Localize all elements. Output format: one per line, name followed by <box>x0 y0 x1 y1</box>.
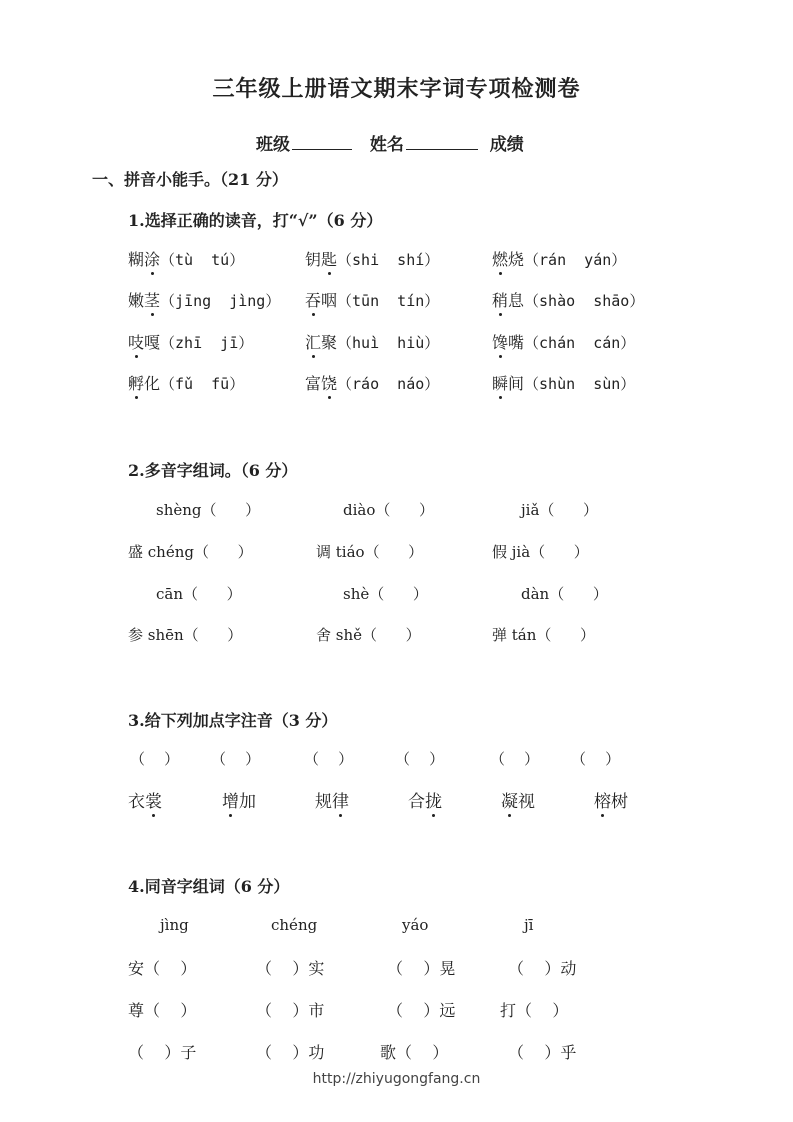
char: 加 <box>239 792 256 812</box>
q1-options: （tù tú） <box>160 251 245 269</box>
q2-cell: 舍 shě（ ） <box>316 626 421 644</box>
class-label: 班级 <box>256 135 290 155</box>
q4-cell: （ ）功 <box>256 1043 325 1062</box>
q1-item <box>128 247 244 270</box>
q3-answer-paren: （ ） <box>130 750 180 768</box>
q3-word <box>128 787 162 812</box>
q1-item <box>492 330 635 353</box>
q2-cell: diào（ ） <box>343 501 434 519</box>
dotted-char: 吞 <box>305 288 321 311</box>
q4-heading: 4.同音字组词（6 分） <box>128 877 290 896</box>
char: 规 <box>315 792 332 812</box>
q4-cell: （ ）子 <box>128 1043 197 1062</box>
dotted-char: 吱 <box>128 330 144 353</box>
q4-pinyin: chéng <box>271 916 318 934</box>
q2-cell: shèng（ ） <box>156 501 261 519</box>
q1-item <box>128 288 280 311</box>
char: 糊 <box>128 250 145 269</box>
char: 间 <box>508 374 525 393</box>
q2-cell: 弹 tán（ ） <box>492 626 596 644</box>
q1-options: （fǔ fū） <box>160 375 245 393</box>
dotted-char: 匙 <box>321 247 337 270</box>
q1-options: （zhī jī） <box>160 334 254 352</box>
dotted-char: 凝 <box>501 787 518 812</box>
dotted-char: 涂 <box>144 247 160 270</box>
section-1-heading: 一、拼音小能手。（21 分） <box>92 170 288 189</box>
dotted-char: 律 <box>332 787 349 812</box>
char: 烧 <box>508 250 525 269</box>
q4-cell: （ ）实 <box>256 959 325 978</box>
q2-cell: cān（ ） <box>156 585 242 603</box>
q2-cell: jiǎ（ ） <box>521 501 598 519</box>
dotted-char: 茎 <box>144 288 160 311</box>
char: 树 <box>611 792 628 812</box>
q1-options: （shào shāo） <box>524 292 645 310</box>
q1-heading: 1.选择正确的读音，打“√”（6 分） <box>128 211 383 230</box>
q4-cell: （ ）市 <box>256 1001 325 1020</box>
name-blank <box>406 135 478 150</box>
q1-options: （shùn sùn） <box>524 375 636 393</box>
q1-options: （shi shí） <box>337 251 440 269</box>
q2-cell: 调 tiáo（ ） <box>316 543 424 561</box>
q2-cell: 盛 chéng（ ） <box>128 543 253 561</box>
dotted-char: 燃 <box>492 247 508 270</box>
q1-item <box>128 371 244 394</box>
dotted-char: 饶 <box>321 371 337 394</box>
q3-answer-paren: （ ） <box>395 750 445 768</box>
q1-item <box>492 371 635 394</box>
q3-answer-paren: （ ） <box>211 750 261 768</box>
char: 嘎 <box>144 333 161 352</box>
dotted-char: 增 <box>222 787 239 812</box>
q1-options: （huì hiù） <box>337 334 440 352</box>
q4-cell: 打（ ） <box>500 1001 569 1020</box>
q3-answer-paren: （ ） <box>304 750 354 768</box>
q3-answer-paren: （ ） <box>490 750 540 768</box>
char: 钥 <box>305 250 322 269</box>
char: 咽 <box>321 291 338 310</box>
q4-cell: 安（ ） <box>128 959 197 978</box>
dotted-char: 拢 <box>425 787 442 812</box>
q1-item <box>305 288 439 311</box>
dotted-char: 瞬 <box>492 371 508 394</box>
q1-item <box>305 371 439 394</box>
char: 息 <box>508 291 525 310</box>
q2-heading: 2.多音字组词。（6 分） <box>128 461 298 480</box>
q1-options: （rán yán） <box>524 251 627 269</box>
q1-item <box>305 330 439 353</box>
q3-word <box>408 787 442 812</box>
q1-options: （tūn tín） <box>337 292 440 310</box>
q3-word <box>315 787 349 812</box>
dotted-char: 稍 <box>492 288 508 311</box>
q1-options: （ráo náo） <box>337 375 440 393</box>
q4-cell: （ ）远 <box>387 1001 456 1020</box>
q4-pinyin: jī <box>524 916 534 934</box>
q4-pinyin: jìng <box>160 916 189 934</box>
q4-pinyin: yáo <box>402 916 429 934</box>
student-info-line <box>256 130 524 155</box>
q1-item <box>305 247 439 270</box>
q1-options: （jīng jìng） <box>160 292 281 310</box>
char: 聚 <box>321 333 338 352</box>
q3-word <box>594 787 628 812</box>
q3-word <box>222 787 256 812</box>
char: 嘴 <box>508 333 525 352</box>
char: 合 <box>408 792 425 812</box>
q1-options: （chán cán） <box>524 334 636 352</box>
q1-item <box>128 330 253 353</box>
dotted-char: 裳 <box>145 787 162 812</box>
q2-cell: 参 shēn（ ） <box>128 626 243 644</box>
dotted-char: 榕 <box>594 787 611 812</box>
dotted-char: 汇 <box>305 330 321 353</box>
q2-cell: 假 jià（ ） <box>492 543 589 561</box>
class-blank <box>292 135 352 150</box>
char: 富 <box>305 374 322 393</box>
q3-answer-paren: （ ） <box>571 750 621 768</box>
q4-cell: （ ）晃 <box>387 959 456 978</box>
q1-item <box>492 247 626 270</box>
score-label: 成绩 <box>489 135 524 155</box>
q4-cell: 尊（ ） <box>128 1001 197 1020</box>
q2-cell: shè（ ） <box>343 585 428 603</box>
dotted-char: 孵 <box>128 371 144 394</box>
char: 视 <box>518 792 535 812</box>
char: 嫩 <box>128 291 145 310</box>
char: 化 <box>144 374 161 393</box>
page-title: 三年级上册语文期末字词专项检测卷 <box>212 76 581 102</box>
q3-word <box>501 787 535 812</box>
q1-item <box>492 288 644 311</box>
q2-cell: dàn（ ） <box>521 585 608 603</box>
char: 衣 <box>128 792 145 812</box>
footer-url[interactable]: http://zhiyugongfang.cn <box>312 1071 481 1087</box>
q4-cell: 歌（ ） <box>380 1043 449 1062</box>
q3-heading: 3.给下列加点字注音（3 分） <box>128 711 338 730</box>
q4-cell: （ ）动 <box>508 959 577 978</box>
name-label: 姓名 <box>369 135 404 155</box>
q4-cell: （ ）乎 <box>508 1043 577 1062</box>
dotted-char: 馋 <box>492 330 508 353</box>
